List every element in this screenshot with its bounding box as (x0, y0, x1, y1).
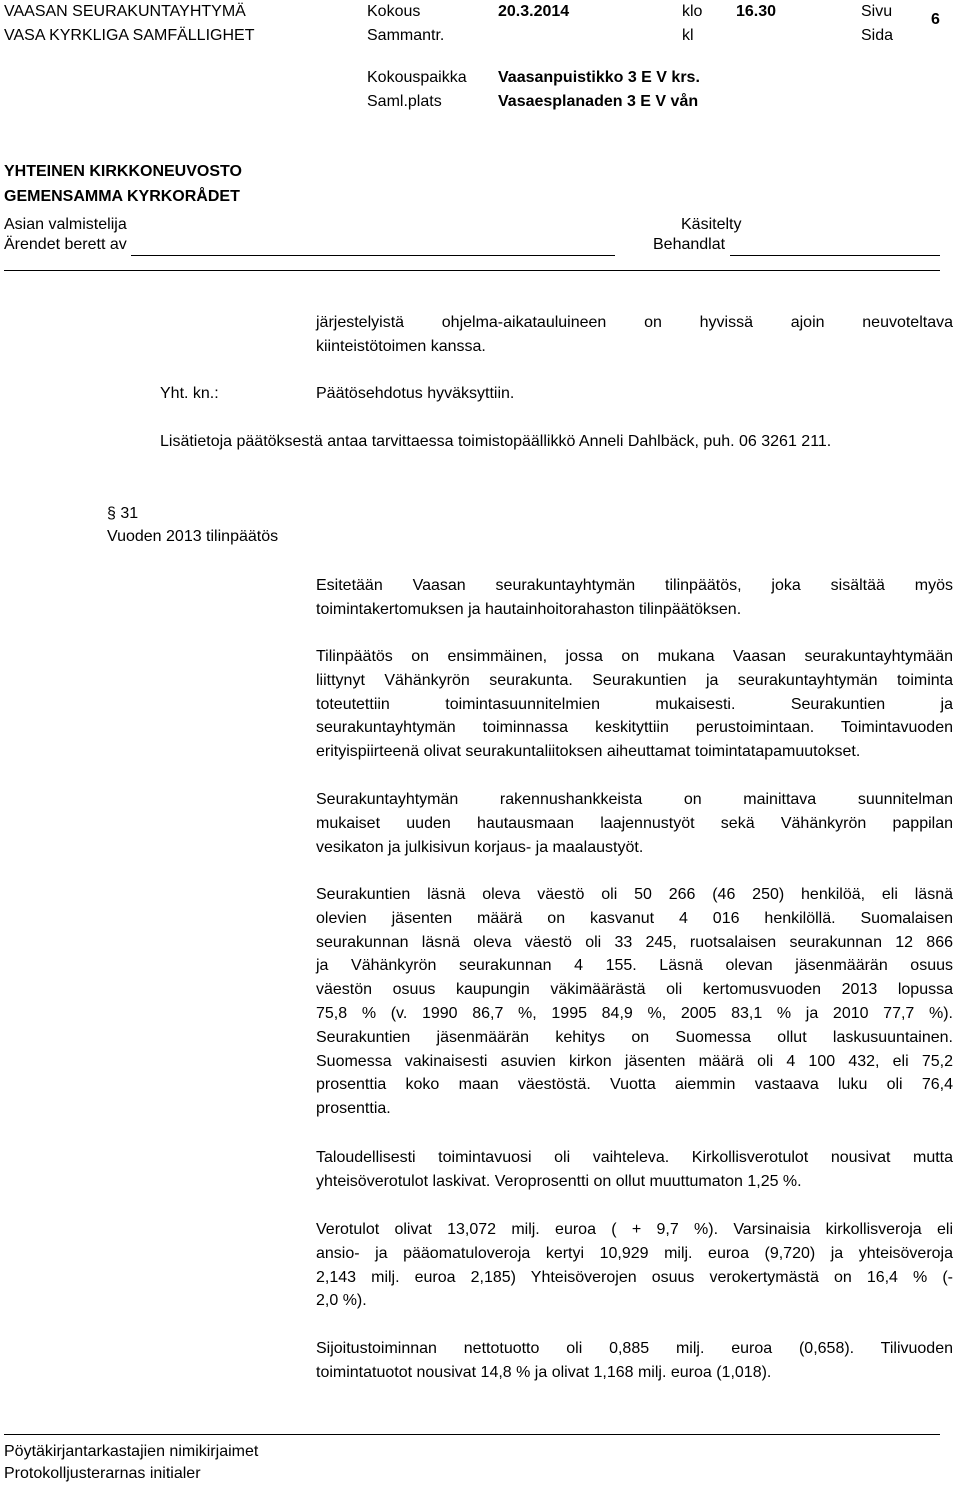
page-label-fi: Sivu (861, 3, 893, 20)
prepared-label-sv: Ärendet berett av (4, 236, 127, 253)
text-line: erityispiirteenä olivat seurakuntaliitoksen aiheuttamat toimintatapamuutokset. (316, 743, 861, 761)
meeting-label-fi: Kokous (367, 3, 421, 20)
paragraph-2 (316, 645, 953, 764)
body-name-sv: GEMENSAMMA KYRKORÅDET (4, 188, 240, 205)
paragraph-3 (316, 788, 953, 859)
footer-divider (4, 1434, 940, 1435)
prepared-signature-line (131, 255, 615, 256)
text-line: liittynyt Vähänkyrön seurakunta. Seurakuntien ja seurakuntayhtymän toiminta (316, 671, 953, 689)
text-line: seurakuntayhtymän toiminnassa keskityttiin perustoimintaan. Toimintavuoden (316, 719, 953, 737)
page-label-sv: Sida (861, 27, 894, 44)
body-name-fi: YHTEINEN KIRKKONEUVOSTO (4, 163, 242, 180)
text-line: väestön osuus kaupungin väkimäärästä oli kertomusvuoden 2013 lopussa (316, 981, 953, 999)
text-line: 75,8 % (v. 1990 86,7 %, 1995 84,9 %, 2005 83,1 % ja 2010 77,7 %). (316, 1004, 953, 1022)
text-line: yhteisöverotulot laskivat. Veroprosentti on ollut muuttumaton 1,25 %. (316, 1172, 802, 1190)
decision-label: Yht. kn.: (160, 385, 219, 402)
text-line: järjestelyistä ohjelma-aikatauluineen on hyvissä ajoin neuvoteltava (316, 314, 953, 331)
section-title: Vuoden 2013 tilinpäätös (107, 528, 279, 545)
text-line: Verotulot olivat 13,072 milj. euroa ( + 9,7 %). Varsinaisia kirkollisveroja eli (316, 1221, 953, 1238)
footer-initials-sv: Protokolljusterarnas initialer (4, 1465, 201, 1482)
paragraph-4 (316, 883, 953, 1121)
time-label-fi: klo (682, 3, 703, 20)
place-label-sv: Saml.plats (367, 93, 442, 110)
place-fi: Vaasanpuistikko 3 E V krs. (498, 69, 700, 86)
header-divider (4, 270, 940, 271)
org-name-fi: VAASAN SEURAKUNTAYHTYMÄ (4, 3, 246, 20)
text-line: toteutettiin toimintasuunnitelmien mukaisesti. Seurakuntien ja (316, 695, 953, 713)
text-line: prosenttia. (316, 1100, 391, 1118)
text-line: Esitetään Vaasan seurakuntayhtymän tilinpäätös, joka sisältää myös (316, 577, 953, 594)
text-line: prosenttia koko maan väestöstä. Vuotta aiemmin vastaava luku oli 76,4 (316, 1076, 953, 1094)
paragraph-7 (316, 1337, 953, 1385)
handled-label-sv: Behandlat (653, 236, 726, 253)
footer-initials-fi: Pöytäkirjantarkastajien nimikirjaimet (4, 1443, 259, 1460)
prepared-label-fi: Asian valmistelija (4, 216, 127, 233)
handled-signature-line (730, 255, 940, 256)
time-label-sv: kl (682, 27, 694, 44)
text-line: toimintakertomuksen ja hautainhoitorahaston tilinpäätöksen. (316, 600, 742, 618)
text-line: 2,0 %). (316, 1292, 367, 1310)
text-line: Suomessa vakinaisesti asuvien kirkon jäsenten määrä oli 4 100 432, eli 75,2 (316, 1052, 953, 1070)
paragraph-5 (316, 1146, 953, 1194)
paragraph-6 (316, 1218, 953, 1313)
meeting-date: 20.3.2014 (498, 3, 570, 20)
org-name-sv: VASA KYRKLIGA SAMFÄLLIGHET (4, 27, 255, 44)
text-line: Tilinpäätös on ensimmäinen, jossa on mukana Vaasan seurakuntayhtymään (316, 648, 953, 665)
page-number: 6 (931, 11, 940, 28)
info-line: Lisätietoja päätöksestä antaa tarvittaessa toimistopäällikkö Anneli Dahlbäck, puh. 06 3261 211. (160, 433, 832, 450)
paragraph-1 (316, 574, 953, 622)
text-line: 2,143 milj. euroa 2,185) Yhteisöverojen osuus verokertymästä on 16,4 % (- (316, 1268, 953, 1286)
text-line: Sijoitustoiminnan nettotuotto oli 0,885 milj. euroa (0,658). Tilivuoden (316, 1340, 953, 1357)
text-line: Seurakuntayhtymän rakennushankkeista on mainittava suunnitelman (316, 791, 953, 808)
handled-label-fi: Käsitelty (681, 216, 742, 233)
carryover-paragraph (316, 311, 953, 359)
place-label-fi: Kokouspaikka (367, 69, 467, 86)
text-line: mukaiset uuden hautausmaan laajennustyöt sekä Vähänkyrön pappilan (316, 814, 953, 832)
text-line: Taloudellisesti toimintavuosi oli vaihteleva. Kirkollisverotulot nousivat mutta (316, 1149, 953, 1166)
decision-text: Päätösehdotus hyväksyttiin. (316, 385, 515, 402)
section-number: § 31 (107, 505, 139, 522)
text-line: ja Vähänkyrön seurakunnan 4 155. Läsnä olevan jäsenmäärän osuus (316, 957, 953, 975)
text-line: vesikaton ja julkisivun korjaus- ja maalaustyöt. (316, 838, 644, 856)
meeting-time: 16.30 (736, 3, 777, 20)
text-line: olevien jäsenten määrä on kasvanut 4 016 henkilöllä. Suomalaisen (316, 909, 953, 927)
text-line: Seurakuntien läsnä oleva väestö oli 50 266 (46 250) henkilöä, eli läsnä (316, 886, 953, 903)
text-line: seurakunnan läsnä oleva väestö oli 33 245, ruotsalaisen seurakunnan 12 866 (316, 933, 953, 951)
meeting-label-sv: Sammantr. (367, 27, 445, 44)
text-line: ansio- ja pääomatuloveroja kertyi 10,929 milj. euroa (9,720) ja yhteisöveroja (316, 1244, 953, 1262)
text-line: toimintatuotot nousivat 14,8 % ja olivat 1,168 milj. euroa (1,018). (316, 1363, 772, 1381)
place-sv: Vasaesplanaden 3 E V vån (498, 93, 699, 110)
text-line: kiinteistötoimen kanssa. (316, 337, 486, 355)
text-line: Seurakuntien jäsenmäärän kehitys on Suomessa ollut laskusuuntainen. (316, 1028, 953, 1046)
